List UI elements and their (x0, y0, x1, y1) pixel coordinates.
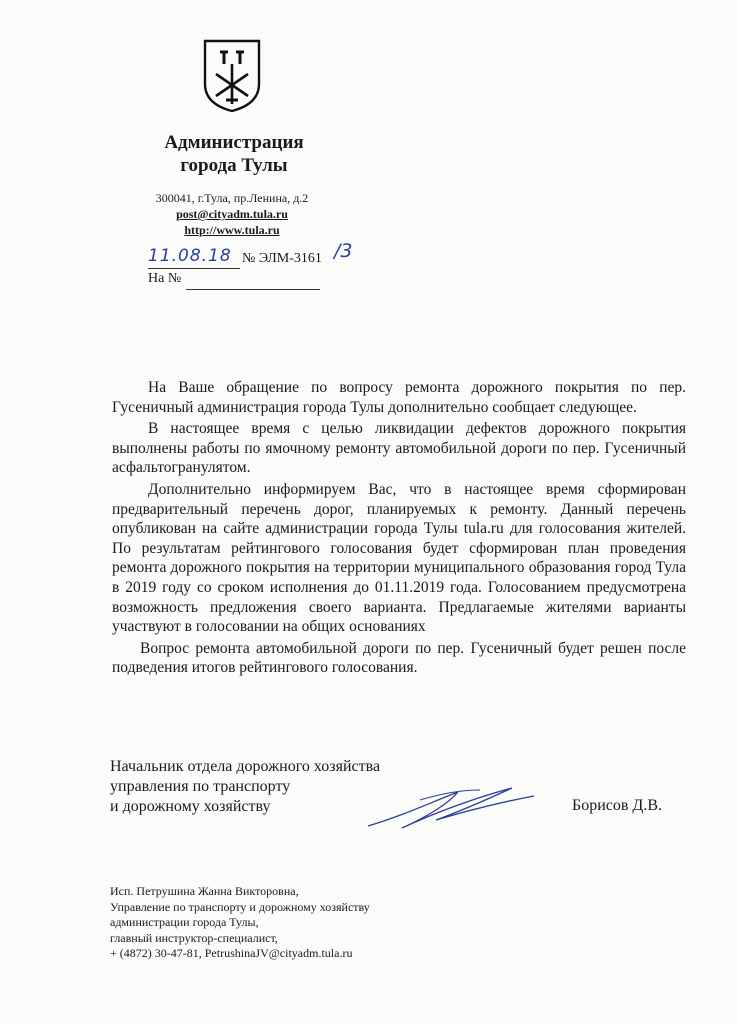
handwritten-suffix: /3 (334, 240, 353, 262)
website-link[interactable]: http://www.tula.ru (184, 223, 280, 237)
paragraph: Вопрос ремонта автомобильной дороги по пер. Гусеничный будет решен после подведения итогов рейтингового голосования. (112, 639, 686, 677)
registration-number: № ЭЛМ-3161 (242, 251, 322, 266)
executor-line: администрации города Тулы, (110, 915, 259, 929)
executor-line: главный инструктор-специалист, (110, 930, 278, 945)
position-line: управления по транспорту (110, 778, 291, 795)
paragraph: Дополнительно информируем Вас, что в настоящее время сформирован предварительный перечень дорог, планируемых к ремонту. Данный перечень опубликован на сайте администрации города Тулы tula.ru для голосования жителей. По результатам рейтингового голосования будет сформирован план проведения ремонта дорожного покрытия на территории муниципального образования город Тула в 2019 году со сроком исполнения до 01.11.2019 года. Голосованием предусмотрена возможность предложения своего варианта. Предлагаемые жителями варианты участвуют в голосовании на общих основаниях (112, 480, 686, 636)
position-line: Начальник отдела дорожного хозяйства (110, 758, 381, 775)
email-link[interactable]: post@cityadm.tula.ru (176, 207, 288, 221)
signer-name: Борисов Д.В. (572, 797, 662, 814)
handwritten-date: 11.08.18 (148, 246, 232, 266)
letterhead-contacts (130, 190, 334, 238)
org-line-1: Администрация (164, 132, 304, 153)
signatory-position (110, 757, 380, 817)
letter-body (112, 378, 686, 678)
reply-to-label: На № (148, 271, 182, 286)
handwritten-signature (362, 776, 540, 834)
paragraph: В настоящее время с целью ликвидации дефектов дорожного покрытия выполнены работы по ямочному ремонту автомобильной дороги по пер. Гусеничный асфальтогранулятом. (112, 420, 686, 477)
executor-line: Исп. Петрушина Жанна Викторовна, (110, 884, 299, 898)
position-line: и дорожному хозяйству (110, 798, 271, 815)
reply-to-underline (186, 289, 320, 290)
postal-address: 300041, г.Тула, пр.Ленина, д.2 (155, 191, 309, 205)
tula-coat-of-arms-icon (202, 38, 262, 114)
executor-line: Управление по транспорту и дорожному хозяйству (110, 899, 370, 914)
executor-line: + (4872) 30-47-81, PetrushinaJV@cityadm.tula.ru (110, 946, 353, 960)
executor-info (110, 884, 370, 962)
paragraph: На Ваше обращение по вопросу ремонта дорожного покрытия по пер. Гусеничный администрация города Тулы дополнительно сообщает следующее. (112, 379, 686, 416)
organization-name (150, 131, 318, 177)
date-underline (148, 268, 240, 269)
org-line-2: города Тулы (180, 155, 288, 176)
